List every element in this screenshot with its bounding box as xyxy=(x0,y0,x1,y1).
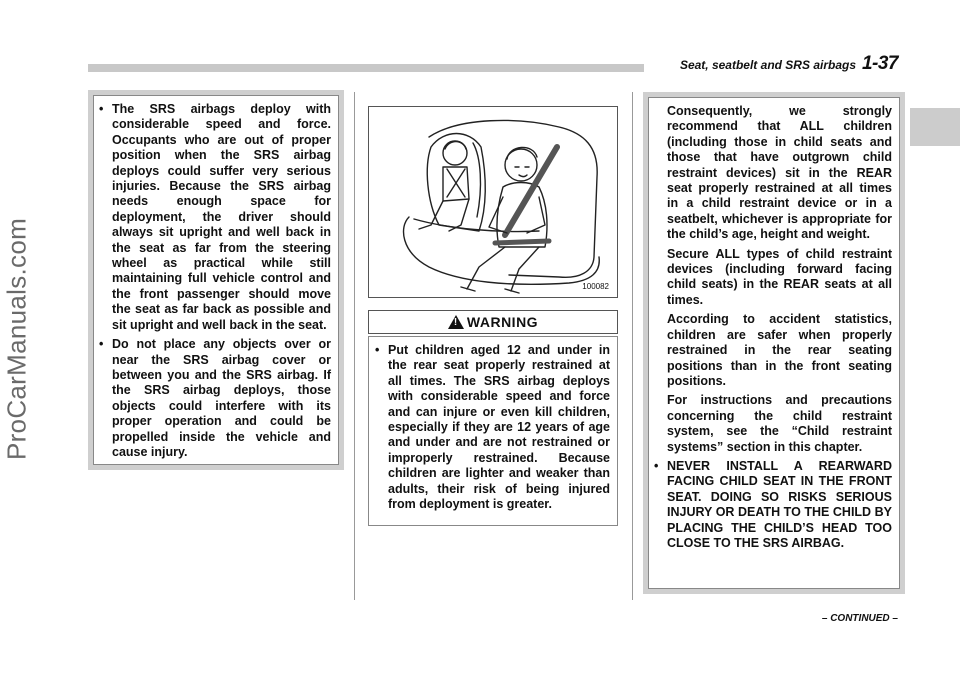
child-seat-drawing xyxy=(369,107,617,297)
never-install-bullet: • NEVER INSTALL A REARWARD FACING CHILD SEAT IN THE FRONT SEAT. DOING SO RISKS SERIOUS INJURY OR DEATH TO THE CHILD BY PLACING THE CHILD’S HEAD TOO CLOSE TO THE SRS AIRBAG. xyxy=(654,459,892,551)
child-seat-illustration xyxy=(368,106,618,298)
section-title: Seat, seatbelt and SRS airbags xyxy=(679,58,856,72)
instructions-paragraph: For instructions and precautions concerning the child restraint system, see the “Child restraint systems” section in this chapter. xyxy=(667,393,892,454)
left-caution-box xyxy=(93,95,339,465)
column-divider-2 xyxy=(632,92,633,600)
statistics-paragraph: According to accident statistics, children are safer when properly restrained in the rear seating positions than in the front seating positions. xyxy=(667,312,892,388)
watermark-text: ProCarManuals.com xyxy=(1,217,32,461)
rear-seat-bullet: • Put children aged 12 and under in the rear seat properly restrained at all times. The SRS airbag deploys with considerable speed and force and can injure or even kill children, especially if they are 12 years of age and under and are not restrained or improperly restrained. Because children are lighter and weaker than adults, their risk of being injured from deployment is greater. xyxy=(375,343,610,512)
warning-triangle-icon xyxy=(448,315,464,329)
warning-label: WARNING xyxy=(466,314,539,330)
continued-label: – CONTINUED – xyxy=(821,613,898,624)
warning-panel xyxy=(368,336,618,526)
left-caution-panel xyxy=(88,90,344,470)
airbag-position-bullet: • The SRS airbags deploy with considerable speed and force. Occupants who are out of proper position when the SRS airbag deploys could suffer very serious injuries. Because the SRS airbag needs enough space for deployment, the driver should always sit upright and well back in the seat as far from the steering wheel as practical while still maintaining full vehicle control and the front passenger should move the seat as far back as possible and sit upright and well back in the seat. xyxy=(99,102,331,333)
warning-header xyxy=(368,310,618,334)
page-number: 1-37 xyxy=(861,53,898,74)
side-watermark xyxy=(0,0,34,678)
right-caution-panel xyxy=(643,92,905,594)
right-caution-box xyxy=(648,97,900,589)
header-rule xyxy=(88,64,644,72)
chapter-tab xyxy=(910,108,960,146)
recommend-paragraph: Consequently, we strongly recommend that ALL children (including those in child seats and those that have outgrown child restraint devices) sit in the REAR seat properly restrained at all times in a child restraint device or in a seatbelt, whichever is appropriate for the child’s age, height and weight. xyxy=(667,104,892,242)
figure-code: 100082 xyxy=(582,282,609,291)
warning-box xyxy=(368,336,618,526)
secure-paragraph: Secure ALL types of child restraint devices (including forward facing child seats) in the REAR seats at all times. xyxy=(667,246,892,307)
airbag-objects-bullet: • Do not place any objects over or near the SRS airbag cover or between you and the SRS airbag. If the SRS airbag deploys, those objects could interfere with its proper operation and could be propelled inside the vehicle and cause injury. xyxy=(99,337,331,460)
column-divider-1 xyxy=(354,92,355,600)
